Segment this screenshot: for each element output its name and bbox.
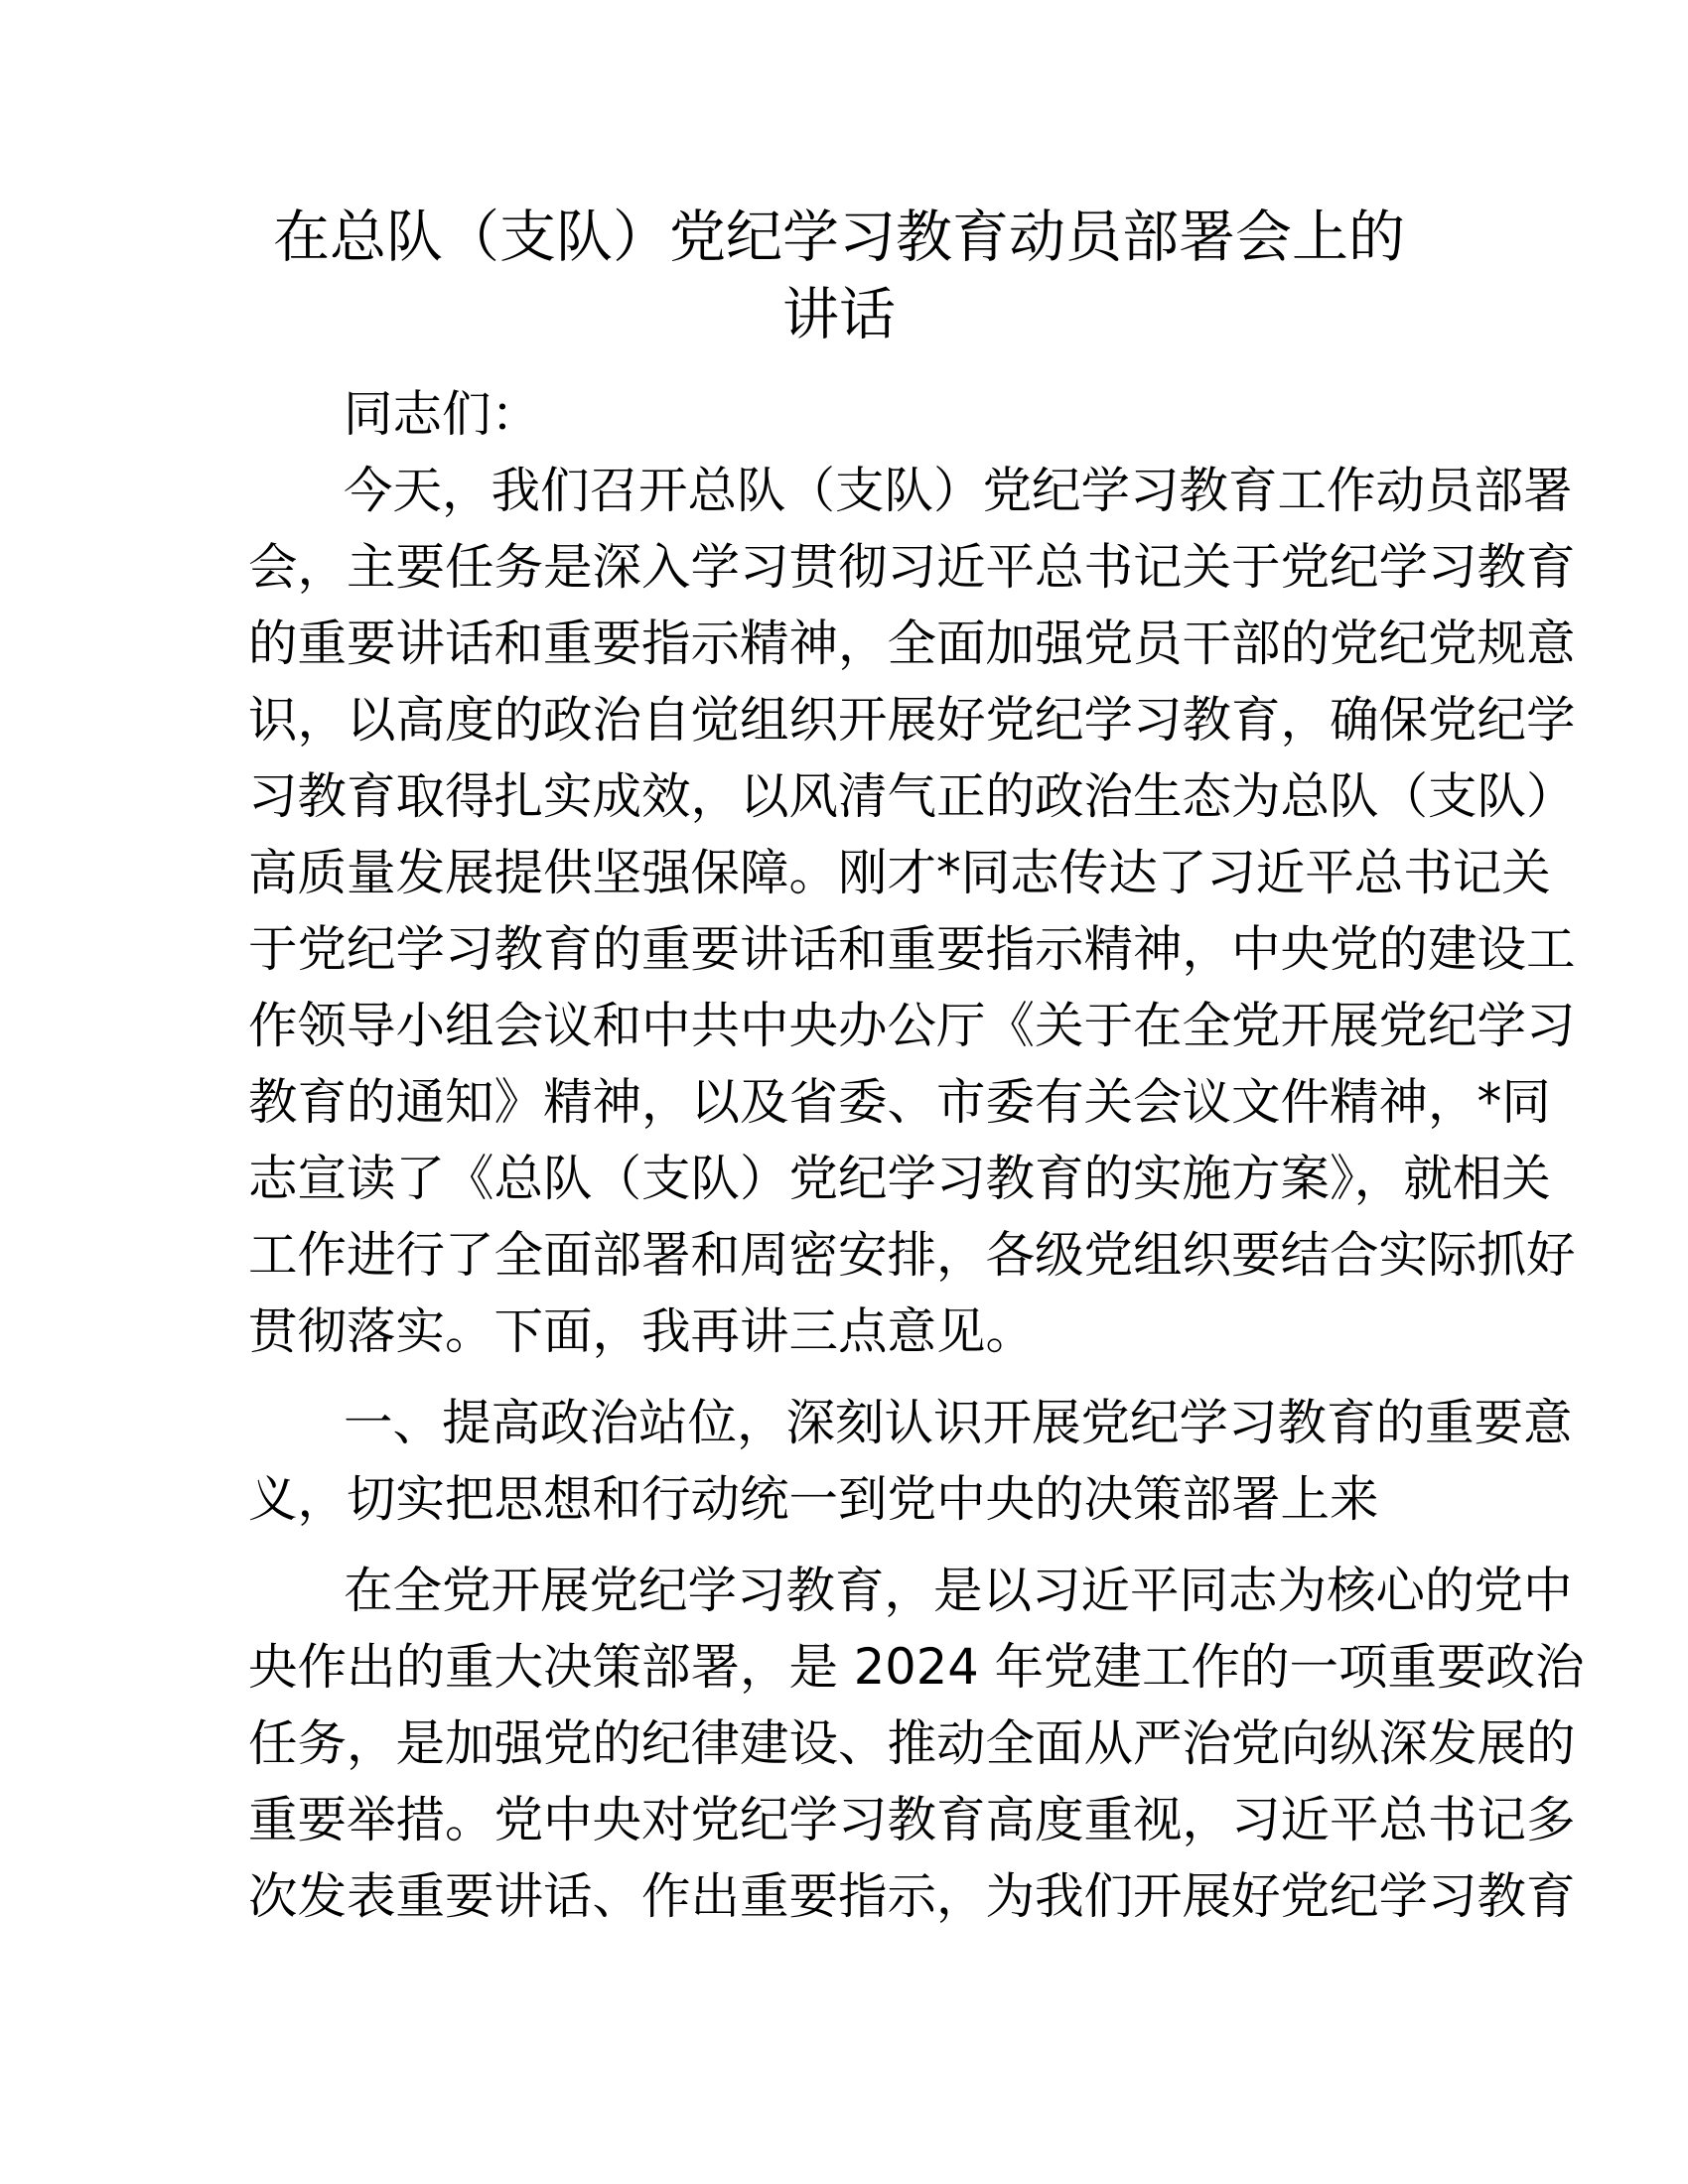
text-line: 习教育取得扎实成效，以风清气正的政治生态为总队（支队） — [248, 767, 1576, 825]
text-line: 任务，是加强党的纪律建设、推动全面从严治党向纵深发展的 — [248, 1714, 1576, 1772]
title-line-1: 在总队（支队）党纪学习教育动员部署会上的 — [273, 205, 1405, 270]
text-line: 一、提高政治站位，深刻认识开展党纪学习教育的重要意 — [344, 1394, 1573, 1451]
body-paragraph — [248, 1553, 1585, 1935]
title-line-2: 讲话 — [782, 282, 896, 347]
document-body — [248, 376, 1585, 1935]
text-line: 会，主要任务是深入学习贯彻习近平总书记关于党纪学习教育 — [248, 538, 1576, 596]
text-line: 教育的通知》精神，以及省委、市委有关会议文件精神，*同 — [248, 1073, 1551, 1131]
text-line: 央作出的重大决策部署，是 2024 年党建工作的一项重要政治 — [248, 1638, 1585, 1696]
text-line: 高质量发展提供坚强保障。刚才*同志传达了习近平总书记关 — [248, 844, 1551, 901]
text-line: 作领导小组会议和中共中央办公厅《关于在全党开展党纪学习 — [248, 997, 1576, 1054]
text-line: 义，切实把思想和行动统一到党中央的决策部署上来 — [248, 1470, 1379, 1528]
salutation: 同志们： — [344, 385, 540, 443]
text-line: 在全党开展党纪学习教育，是以习近平同志为核心的党中 — [344, 1562, 1573, 1619]
text-line: 贯彻落实。下面，我再讲三点意见。 — [248, 1302, 1035, 1360]
section-heading-1 — [248, 1385, 1573, 1538]
text-line: 识，以高度的政治自觉组织开展好党纪学习教育，确保党纪学 — [248, 691, 1576, 749]
salutation-paragraph — [248, 376, 1430, 453]
opening-paragraph — [248, 453, 1576, 1370]
text-line: 工作进行了全面部署和周密安排，各级党组织要结合实际抓好 — [248, 1226, 1576, 1284]
text-line: 次发表重要讲话、作出重要指示，为我们开展好党纪学习教育 — [248, 1867, 1576, 1925]
text-line: 重要举措。党中央对党纪学习教育高度重视，习近平总书记多 — [248, 1791, 1576, 1848]
document-title — [248, 199, 1430, 353]
text-line: 于党纪学习教育的重要讲话和重要指示精神，中央党的建设工 — [248, 920, 1576, 978]
text-line: 今天，我们召开总队（支队）党纪学习教育工作动员部署 — [344, 462, 1573, 519]
text-line: 的重要讲话和重要指示精神，全面加强党员干部的党纪党规意 — [248, 614, 1576, 672]
text-line: 志宣读了《总队（支队）党纪学习教育的实施方案》，就相关 — [248, 1150, 1551, 1207]
